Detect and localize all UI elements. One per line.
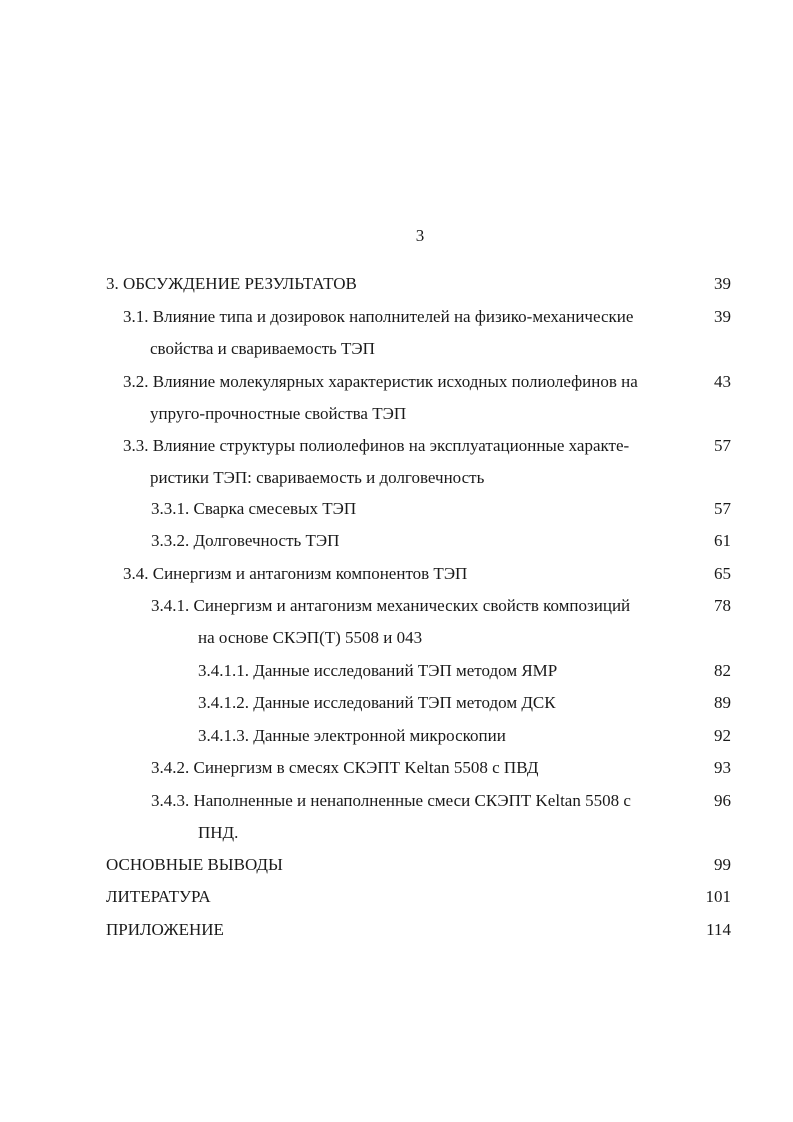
page-number: 3 <box>415 226 425 245</box>
toc-entry-3-3-2 <box>151 525 339 557</box>
toc-page-number: 82 <box>714 661 731 680</box>
toc-entry-3-4 <box>123 558 467 590</box>
toc-entry-title: 3.4. Синергизм и антагонизм компонентов ТЭП <box>123 564 468 583</box>
toc-page-number: 101 <box>705 887 731 906</box>
toc-page-number: 57 <box>714 436 731 455</box>
toc-page-number: 93 <box>714 758 731 777</box>
toc-entry-title: 3.4.1.2. Данные исследований ТЭП методом ДСК <box>198 693 556 712</box>
toc-entry-conclusions <box>106 849 283 881</box>
toc-entry-3-4-1-2 <box>198 687 556 719</box>
toc-page-number: 57 <box>714 499 731 518</box>
toc-entry-appendix <box>106 914 224 946</box>
toc-entry-title: 3.3.1. Сварка смесевых ТЭП <box>151 499 357 518</box>
toc-page-number: 89 <box>714 693 731 712</box>
toc-page-number: 65 <box>714 564 731 583</box>
toc-entry-title: 3.4.1. Синергизм и антагонизм механических свойств композиций <box>151 596 631 615</box>
toc-page-number: 99 <box>714 855 731 874</box>
toc-entry-title: 3.4.2. Синергизм в смесях СКЭПТ Keltan 5508 с ПВД <box>151 758 539 777</box>
toc-page-number: 39 <box>714 307 731 326</box>
toc-entry-title: ЛИТЕРАТУРА <box>106 887 211 906</box>
toc-entry-3-4-1 <box>151 590 630 655</box>
toc-entry-3-4-1-3 <box>198 720 506 752</box>
toc-entry-3-4-3 <box>151 785 631 850</box>
toc-entry-title-continued: свойства и свариваемость ТЭП <box>150 339 375 359</box>
toc-entry-title: 3.1. Влияние типа и дозировок наполнителей на физико-механические <box>123 307 634 326</box>
toc-entry-3-4-1-1 <box>198 655 557 687</box>
toc-entry-3-2 <box>123 366 638 431</box>
toc-entry-title-continued: упруго-прочностные свойства ТЭП <box>150 404 407 424</box>
toc-page-number: 114 <box>706 920 731 939</box>
toc-entry-references <box>106 881 211 913</box>
toc-entry-3-3 <box>123 430 629 495</box>
toc-entry-3-3-1 <box>151 493 356 525</box>
toc-entry-title: 3.4.1.1. Данные исследований ТЭП методом ЯМР <box>198 661 558 680</box>
toc-page-number: 78 <box>714 596 731 615</box>
toc-entry-title: ПРИЛОЖЕНИЕ <box>106 920 224 939</box>
toc-entry-title-continued: ристики ТЭП: свариваемость и долговечность <box>150 468 485 488</box>
toc-page-number: 43 <box>714 372 731 391</box>
toc-page-number: 96 <box>714 791 731 810</box>
toc-page-number: 39 <box>714 274 731 293</box>
toc-entry-title: 3.3. Влияние структуры полиолефинов на эксплуатационные характе- <box>123 436 630 455</box>
toc-entry-title: 3. ОБСУЖДЕНИЕ РЕЗУЛЬТАТОВ <box>106 274 357 293</box>
toc-entry-title: 3.4.1.3. Данные электронной микроскопии <box>198 726 506 745</box>
toc-page-number: 61 <box>714 531 731 550</box>
toc-entry-title: ОСНОВНЫЕ ВЫВОДЫ <box>106 855 283 874</box>
toc-entry-title: 3.2. Влияние молекулярных характеристик исходных полиолефинов на <box>123 372 638 391</box>
toc-entry-title: 3.4.3. Наполненные и ненаполненные смеси СКЭПТ Keltan 5508 с <box>151 791 631 810</box>
toc-entry-title: 3.3.2. Долговечность ТЭП <box>151 531 340 550</box>
toc-entry-3 <box>106 268 357 300</box>
toc-entry-3-4-2 <box>151 752 539 784</box>
toc-entry-3-1 <box>123 301 633 366</box>
toc-page-number: 92 <box>714 726 731 745</box>
toc-entry-title-continued: ПНД. <box>198 823 239 843</box>
toc-entry-title-continued: на основе СКЭП(Т) 5508 и 043 <box>198 628 423 648</box>
